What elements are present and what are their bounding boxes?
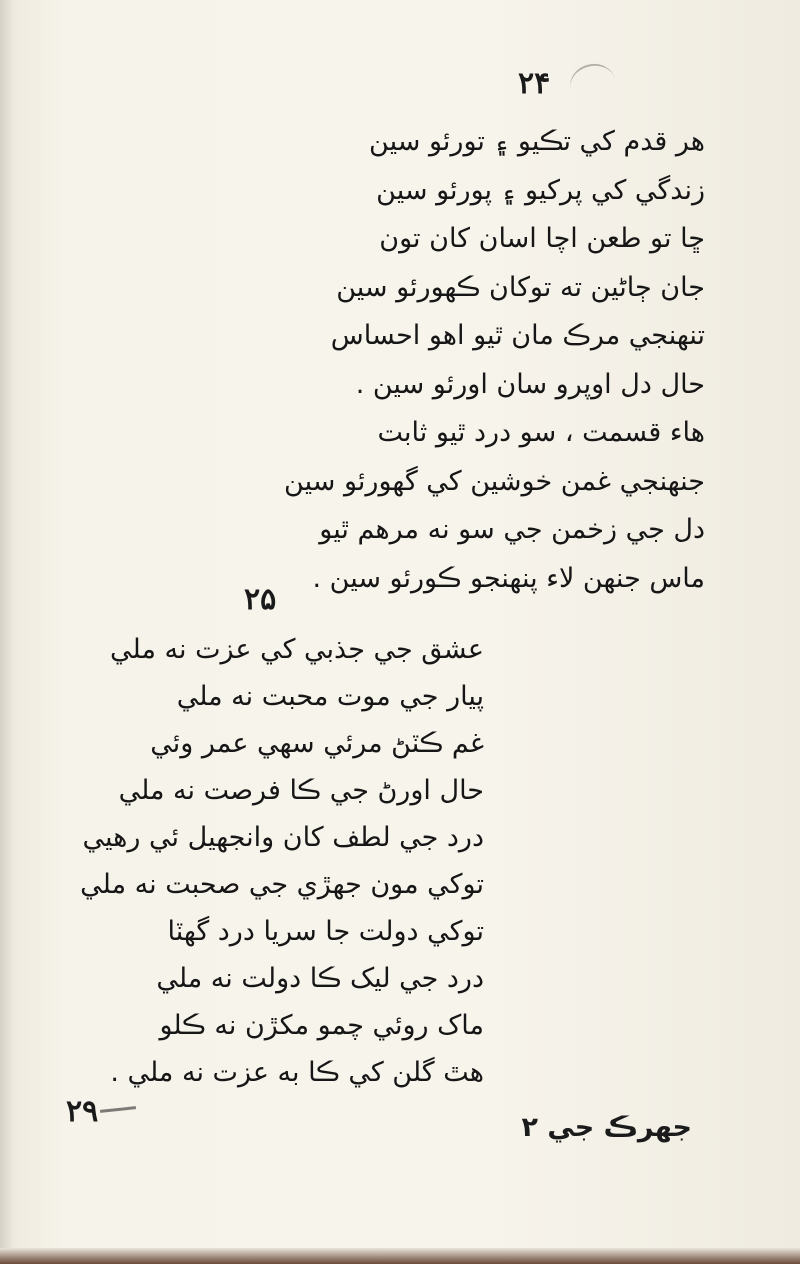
poem-line: جنهنجي غمن خوشين کي گهورئو سين — [284, 465, 705, 497]
poem-line: هر قدم کي تڪيو ۽ تورئو سين — [369, 126, 705, 157]
ink-underline — [100, 1106, 136, 1113]
poem-line: دل جي زخمن جي سو نه مرهم ٿيو — [319, 514, 705, 545]
poem-line: حال دل اوپرو سان اورئو سين . — [355, 368, 705, 400]
poem-number-24: ۲۴ — [518, 66, 551, 101]
poem-line: توکي مون جهڙي جي صحبت نه ملي — [80, 869, 484, 900]
pencil-mark — [566, 59, 621, 111]
poem-line: درد جي ليک ڪا دولت نه ملي — [156, 963, 484, 994]
page-number: ۲۹ — [66, 1094, 99, 1129]
poem-line: ماس جنهن لاء پنهنجو ڪورئو سين . — [312, 562, 705, 594]
author-signature: جهرڪ جي ٢ — [521, 1112, 692, 1143]
poem-line: هٿ گلن کي ڪا به عزت نه ملي . — [110, 1057, 484, 1088]
poem-25 — [64, 626, 484, 1096]
poem-line: تنهنجي مرڪ مان ٿيو اهو احساس — [330, 320, 705, 351]
page-bottom-edge — [0, 1248, 800, 1264]
poem-line: حال اورڻ جي ڪا فرصت نه ملي — [118, 775, 484, 806]
poem-line: عشق جي جذبي کي عزت نه ملي — [110, 634, 484, 665]
page-gutter-shadow — [0, 0, 14, 1264]
poem-line: غم ڪٽڻ مرئي سهي عمر وئي — [150, 728, 484, 759]
poem-line: جان ڄاڻين ته توکان ڪهورئو سين — [336, 271, 705, 303]
poem-line: پيار جي موت محبت نه ملي — [176, 681, 484, 712]
poem-line: ڇا تو طعن اچا اسان کان تون — [379, 223, 705, 254]
poem-line: درد جي لطف کان وانجهيل ئي رهيي — [82, 822, 484, 853]
poem-line: ماک روئي چمو مکڙن نه ڪلو — [159, 1010, 484, 1041]
poem-number-25: ۲۵ — [244, 582, 277, 617]
poem-line: زندگي کي پرکيو ۽ پورئو سين — [376, 174, 705, 206]
poem-line: هاء قسمت ، سو درد ٿيو ثابت — [377, 417, 705, 448]
poem-line: توکي دولت جا سريا درد گهٽا — [167, 916, 484, 947]
poem-24 — [284, 118, 705, 603]
